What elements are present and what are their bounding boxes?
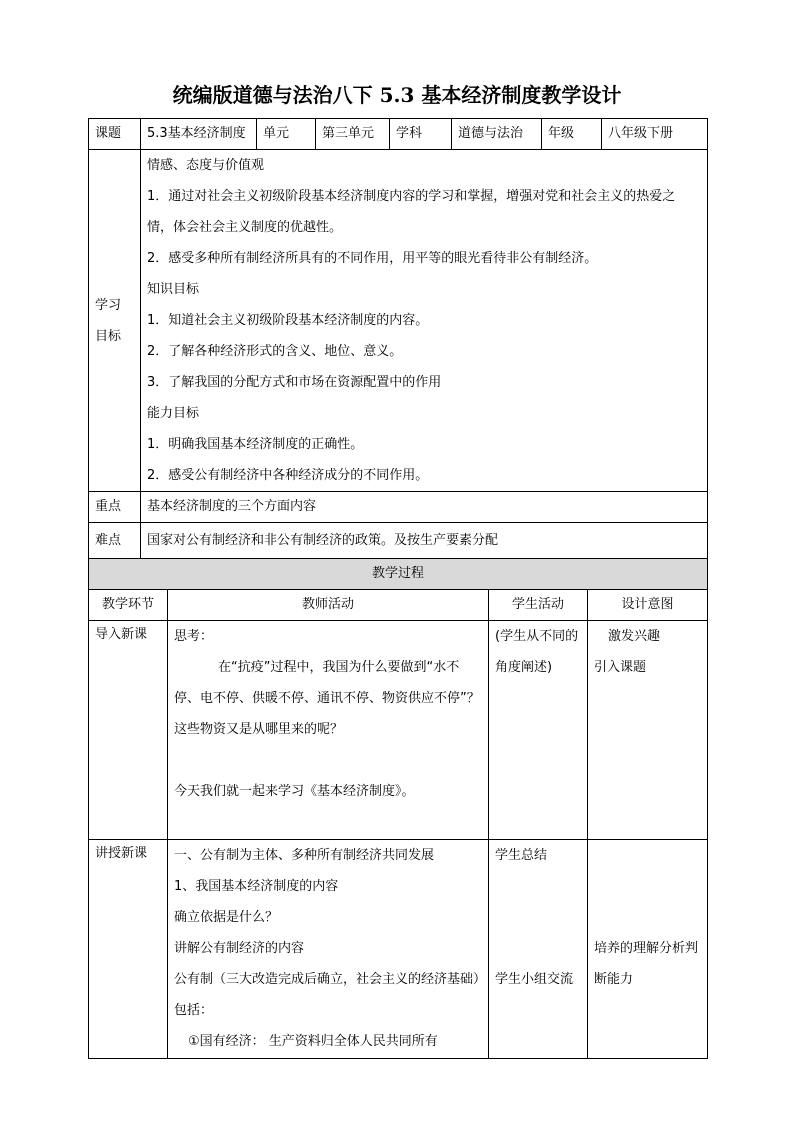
goal-line: 1．知道社会主义初级阶段基本经济制度的内容。 — [147, 313, 429, 328]
goal-line: 1．明确我国基本经济制度的正确性。 — [147, 437, 364, 452]
intent-spacer — [594, 840, 701, 933]
intent-line: 激发兴趣 — [608, 629, 661, 644]
danyuan-value: 第三单元 — [316, 119, 390, 150]
teacher-activity-cell — [168, 840, 489, 1059]
document-title: 统编版道德与法治八下 5.3 基本经济制度教学设计 — [172, 83, 622, 107]
nianji-value: 八年级下册 — [602, 119, 708, 150]
nianji-label: 年级 — [542, 119, 602, 150]
teacher-line: 今天我们就一起来学习《基本经济制度》。 — [174, 784, 415, 799]
table-row — [89, 621, 708, 840]
danyuan-label: 单元 — [257, 119, 316, 150]
teacher-line: 一、公有制为主体、多种所有制经济共同发展 — [174, 848, 435, 863]
column-header-intent: 设计意图 — [588, 590, 708, 621]
goal-line: 3．了解我国的分配方式和市场在资源配置中的作用 — [147, 375, 442, 390]
teacher-line: 思考： — [174, 629, 214, 644]
column-header-student: 学生活动 — [489, 590, 588, 621]
difficult-point-text: 国家对公有制经济和非公有制经济的政策。及按生产要素分配 — [141, 523, 708, 559]
stage-cell: 导入新课 — [89, 621, 168, 840]
header-row — [89, 119, 708, 150]
student-line: 学生小组交流 — [495, 972, 574, 987]
teacher-line: 讲解公有制经济的内容 — [174, 941, 305, 956]
stage-cell: 讲授新课 — [89, 840, 168, 1059]
goal-line: 2．感受多种所有制经济所具有的不同作用，用平等的眼光看待非公有制经济。 — [147, 251, 598, 266]
goal-line: 情感、态度与价值观 — [147, 158, 265, 173]
teacher-line: 在“抗疫”过程中，我国为什么要做到“水不停、电不停、供暖不停、通讯不停、物资供应不停”？ — [174, 660, 480, 706]
key-point-label: 重点 — [89, 492, 141, 523]
goals-label-line-2: 目标 — [95, 328, 122, 344]
xueke-value: 道德与法治 — [452, 119, 542, 150]
goal-line: 1．通过对社会主义初级阶段基本经济制度内容的学习和掌握，增强对党和社会主义的热爱之情，体会社会主义制度的优越性。 — [147, 189, 676, 235]
teacher-line — [174, 745, 482, 776]
course-info-table — [88, 118, 708, 559]
teacher-activity-cell — [168, 621, 489, 840]
student-text: (学生从不同的角度阐述) — [495, 629, 579, 675]
intent-line: 培养的理解分析判断能力 — [594, 941, 699, 987]
goal-line: 2．了解各种经济形式的含义、地位、意义。 — [147, 344, 403, 359]
design-intent-cell — [588, 621, 708, 840]
column-header-stage: 教学环节 — [89, 590, 168, 621]
student-activity-cell — [489, 840, 588, 1059]
difficult-point-row — [89, 523, 708, 559]
goals-content — [141, 150, 708, 492]
goals-row — [89, 150, 708, 492]
table-row — [89, 840, 708, 1059]
teacher-line: 这些物资又是从哪里来的呢？ — [174, 722, 344, 737]
student-spacer — [495, 871, 581, 964]
teaching-process-table — [88, 558, 708, 1059]
intent-line: 引入课题 — [594, 660, 647, 675]
keti-label: 课题 — [89, 119, 141, 150]
student-line: 学生总结 — [495, 848, 548, 863]
design-intent-cell — [588, 840, 708, 1059]
goals-label — [89, 150, 141, 492]
student-activity-cell — [489, 621, 588, 840]
difficult-point-label: 难点 — [89, 523, 141, 559]
teacher-line: 公有制（三大改造完成后确立，社会主义的经济基础）包括： — [174, 972, 480, 1018]
teacher-line: 1、我国基本经济制度的内容 — [174, 879, 339, 894]
goal-line: 2．感受公有制经济中各种经济成分的不同作用。 — [147, 468, 429, 483]
teacher-line: ①国有经济： 生产资料归全体人民共同所有 — [188, 1034, 438, 1049]
goals-label-line-1: 学习 — [95, 297, 122, 313]
keti-value: 5.3基本经济制度 — [141, 119, 257, 150]
process-section-title: 教学过程 — [89, 559, 708, 590]
teacher-line: 确立依据是什么？ — [174, 910, 279, 925]
xueke-label: 学科 — [390, 119, 452, 150]
column-header-teacher: 教师活动 — [168, 590, 489, 621]
key-point-row — [89, 492, 708, 523]
goal-line: 能力目标 — [147, 406, 200, 421]
goal-line: 知识目标 — [147, 282, 200, 297]
key-point-text: 基本经济制度的三个方面内容 — [141, 492, 708, 523]
process-header-row — [89, 590, 708, 621]
process-title-row — [89, 559, 708, 590]
